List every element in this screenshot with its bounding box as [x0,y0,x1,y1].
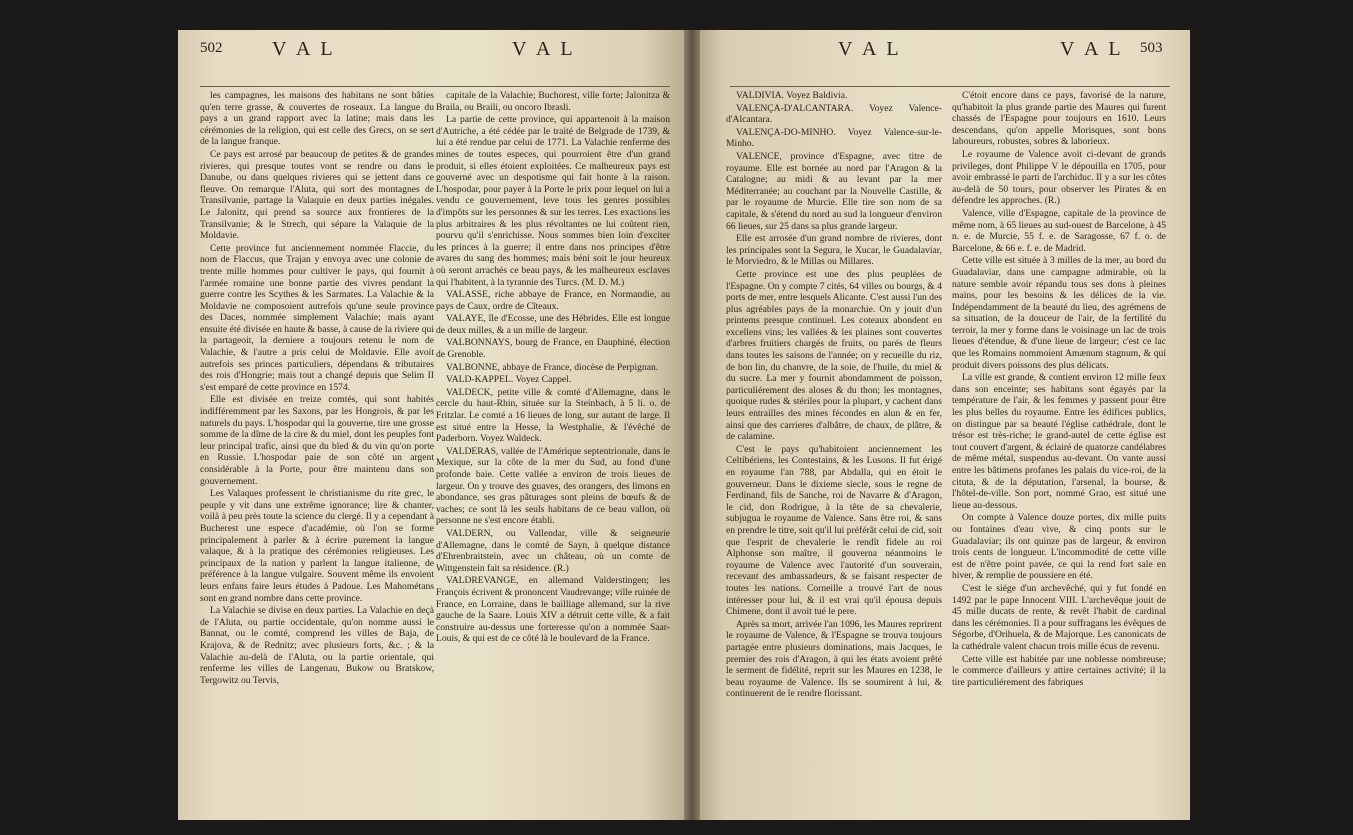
book-gutter [684,30,700,820]
paragraph: VALENCE, province d'Espagne, avec titre de royaume. Elle est bornée au nord par l'Aragon & la Catalogne; au midi & au levant par la mer Méditerranée; au couchant par la Nouvelle Castille, & par le royaume de Murcie. Elle tire son nom de sa capitale, & s'étend du nord au sud la longueur d'environ 66 lieues, sur 25 dans sa plus grande largeur. [726,150,942,232]
paragraph: Valence, ville d'Espagne, capitale de la province de même nom, à 65 lieues au sud-ouest de Barcelone, à 45 n. e. de Murcie, 55 f. e. de Saragosse, 67 f. o. de Barcelone, & 66 e. f. e. de Madrid. [952,207,1166,254]
paragraph: Cette province est une des plus peuplées de l'Espagne. On y compte 7 cités, 64 villes ou bourgs, & 4 ports de mer, entre lesquels Alicante. C'est aussi l'un des plus agréables pays de la monarchie. On y jouit d'un printems presque continuel. Les coteaux abondent en excellens vins; les vallées & les plaines sont couvertes d'arbres fruitiers chargés de fruits, ou parés de fleurs dans toutes les saisons de l'année; on y recueille du riz, de bon lin, du chanvre, de la soie, de l'huile, du miel & du sucre. La mer y fournit abondamment de poisson, particuliérement des aloses & du thon; les montagnes, quoique rudes & stériles pour la plupart, y cachent dans leurs entrailles des mines fécondes en alun & en fer, ainsi que des carrieres d'albâtre, de chaux, de plâtre, & de calamine. [726,268,942,443]
paragraph: Elle est arrosée d'un grand nombre de rivieres, dont les principales sont la Segura, le Xucar, le Guadalaviar, le Morviedro, & le Millas ou Millares. [726,233,942,268]
paragraph: VALAYE, île d'Ecosse, une des Hébrides. Elle est longue de deux milles, & a un mille de largeur. [436,313,670,336]
left-page-number: 502 [200,40,223,56]
paragraph: C'étoit encore dans ce pays, favorisé de la nature, qu'habitoit la plus grande partie des Maures qui furent chassés de l'Espagne pour toujours en 1610. Leurs descendans, qu'on appelle Morisques, sont bons laboureurs, robustes, sobres & laborieux. [952,90,1166,148]
paragraph: VALASSE, riche abbaye de France, en Normandie, au pays de Caux, ordre de Cîteaux. [436,289,670,312]
paragraph: VALBONNAYS, bourg de France, en Dauphiné, élection de Grenoble. [436,337,670,361]
paragraph: Le royaume de Valence avoit ci-devant de grands privileges, dont Philippe V le dépouilla en 1705, pour avoir embrassé le parti de l'archiduc. Il y a sur les côtes au-delà de 50 tours, pour observer les Pirates & en défendre les approches. (R.) [952,148,1166,207]
paragraph: Cette ville est située à 3 milles de la mer, au bord du Guadalaviar, dans une campagne admirable, où la nature semble avoir répandu tous ses dons à pleines mains, pour les besoins & les délices de la vie. Indépendamment de la beauté du lieu, des agrémens de sa situation, de la douceur de l'air, de la fertilité du terroir, la mer y forme dans le voisinage un lac de trois lieues d'étendue, & d'une lieue de largeur; c'est ce lac que les Romains nommoient Amænum stagnum, & qui produit divers poissons des plus délicats. [952,255,1166,371]
paragraph: La Valachie se divise en deux parties. La Valachie en deçà de l'Aluta, ou partie occidentale, qu'on nomme aussi le Bannat, ou le comté, comprend les villes de Baja, de Krajova, & de Rednitz; avec plusieurs forts, &c. ; & la Valachie au-delà de l'Aluta, ou la partie orientale, qui renferme les villes de Langenau, Bukow ou Bratskow, Tergowitz ou Tervis, [200,605,434,686]
paragraph: Elle est divisée en treize comtés, qui sont habités indifféremment par les Saxons, par les Hongrois, & par les naturels du pays. L'hospodar qui la gouverne, tire une grosse somme de la dîme de la cire & du miel, dont les peuples font leur principal trafic, ainsi que du bled & du vin qu'on porte en Russie. L'hospodar paie de son côté un argent considérable à la Porte, pour être maintenu dans son gouvernement. [200,394,434,487]
paragraph: Ce pays est arrosé par beaucoup de petites & de grandes rivieres, qui presque toutes vont se rendre ou dans le Danube, ou dans quelques rivieres qui se jettent dans ce fleuve. On remarque l'Aluta, qui sort des montagnes de Transilvanie, partage la Valaquie en deux parties inégales. Le Jalonitz, qui prend sa source aux frontieres de la Transilvanie; & le Strech, qui sépare la Valaquie de la Moldavie. [200,148,434,242]
paragraph: VALDERN, ou Vallendar, ville & seigneurie d'Allemagne, dans le comté de Sayn, à quelque distance d'Ehrenbraitstein, avec un château, où un comte de Wittgenstein fait sa résidence. (R.) [436,527,670,574]
left-running-head-2: V A L [512,38,576,60]
paragraph: capitale de la Valachie; Buchorest, ville forte; Jalonitza & Braila, ou Braili, ou oncoro Ibrasli. [436,90,670,113]
paragraph: VALDERAS, vallée de l'Amérique septentrionale, dans le Mexique, sur la côte de la mer du Sud, au fond d'une profonde baie. Cette vallée a environ de trois lieues de largeur. On y trouve des guaves, des orangers, des limons en abondance, ses gras pâturages sont pleins de bœufs & de vaches; ce sont là les seuls habitans de ce beau vallon, où personne ne s'est encore établi. [436,445,670,527]
right-running-head-2: V A L [1060,38,1124,60]
left-page-column-1 [200,90,434,730]
right-running-head-1: V A L [838,38,902,60]
paragraph: Après sa mort, arrivée l'an 1096, les Maures reprirent le royaume de Valence, & l'Espagne se trouva toujours partagée entre plusieurs dominations, mais Jacques, le premier des rois d'Aragon, à qui les états avoient prêté le serment de fidélité, reprit sur les Maures en 1238, le beau royaume de Valence. Ils se soumirent à lui, & continuerent de le rendre florissant. [726,618,942,700]
paragraph: VALDECK, petite ville & comté d'Allemagne, dans le cercle du haut-Rhin, située sur la Steinbach, à 5 li. o. de Fritzlar. Le comté a 16 lieues de long, sur autant de large. Il est situé entre la Hesse, la Westphalie, & l'évêché de Paderborn. Voyez Waldeck. [436,386,670,445]
paragraph: VALDREVANGE, en allemand Valderstingen; les François écrivent & prononcent Vaudrevange; ville ruinée de France, en Lorraine, dans le bailliage allemand, sur la rive gauche de la Saare. Louis XIV a détruit cette ville, & a fait construire au-dessus une forteresse qu'on a nommée Saar-Louis, & qui est de ce côté là le boulevard de la France. [436,575,670,645]
paragraph: VALBONNE, abbaye de France, diocèse de Perpignan. [446,361,659,373]
paragraph: les campagnes, les maisons des habitans ne sont bâties qu'en terre grasse, & couvertes de roseaux. La langue du pays a un grand rapport avec la latine; mais dans les cérémonies de la religion, qui est celle des Grecs, on se sert de la langue franque. [200,90,434,148]
left-header-rule [200,86,670,87]
right-header-rule [730,86,1170,87]
paragraph: VALDIVIA. Voyez Baldivia. [736,90,848,101]
paragraph: C'est le pays qu'habitoient anciennement les Celtibériens, les Contestains, & les Lusons. Il fut érigé en royaume l'an 788, par Abdalla, qui en étoit le gouverneur. Dans le dixieme siecle, sous le regne de Ferdinand, fils de Sanche, roi de Navarre & d'Aragon, le cid, don Rodrigue, à la tête de sa chevalerie, subjugua le royaume de Valence. Sans être roi, & sans en prendre le titre, soit qu'il lui préférât celui de cid, soit que l'esprit de chevalerie le rendît fidele au roi Alphonse son maître, il gouverna néanmoins le royaume de Valence avec l'autorité d'un souverain, recevant des ambassadeurs, & se faisant respecter de toutes les nations. Corneille a trouvé l'art de nous intéresser pour lui, & il est vrai qu'il épousa depuis Chimene, dont il avoit tué le pere. [726,443,942,618]
paragraph: On compte à Valence douze portes, dix mille puits ou fontaines d'eau vive, & cinq ponts sur le Guadalaviar; ils ont quinze pas de largeur, & environ trois cents de longueur. L'incommodité de cette ville est de n'être point pavée, ce qui la rend fort sale en hiver, & remplie de poussiere en été. [952,512,1166,582]
paragraph: Cette province fut anciennement nommée Flaccie, du nom de Flaccus, que Trajan y envoya avec une colonie de trente mille hommes pour cultiver le pays, qui fournit à l'armée romaine une bonne partie des vivres pendant la guerre contre les Scythes & les Sarmates. La Valachie & la Moldavie ne composoient autrefois qu'une seule province des Daces, nommée simplement Valachie; mais ayant ensuite été divisée en haute & basse, à cause de la riviere qui la partageoit, la derniere a toujours retenu le nom de Valachie, & l'autre a pris celui de Moldavie. Elle avoit autrefois ses princes particuliers, dépendans & tributaires des rois d'Hongrie; mais tout a changé depuis que Selim II s'est emparé de cette province en 1574. [200,242,434,393]
paragraph: Les Valaques professent le christianisme du rite grec, le peuple y vit dans une extrême ignorance; lire & chanter, voilà à peu près toute la science du clergé. Il y a cependant à Bucherest une espece d'académie, où l'on se forme principalement à parler & à écrire purement la langue valaque, & à la pratique des cérémonies religieuses. Les principaux de la nation y parlent la langue italienne, de préférence à la langue vulgaire. Souvent même ils envoient leurs enfans faire leurs études à Padoue. Les Mahométans sont en grand nombre dans cette province. [200,488,434,604]
paragraph: Cette ville est habitée par une noblesse nombreuse; le commerce d'ailleurs y attire certaines activité; il la tire particuliérement des fabriques [952,653,1166,688]
paragraph: VALD-KAPPEL. Voyez Cappel. [446,374,572,386]
right-page-column-2 [952,90,1166,730]
paragraph: C'est le siége d'un archevêché, qui y fut fondé en 1492 par le pape Innocent VIII. L'archevêque jouit de 45 mille ducats de rente, & revêt l'habit de cardinal dans les cérémonies. Il a pour suffragans les évêques de Ségorbe, d'Orihuela, & de Majorque. Les canonicats de la cathédrale valent chacun trois mille écus de revenu. [952,582,1166,652]
paragraph: VALENÇA-D'ALCANTARA. Voyez Valence-d'Alcantara. [726,102,942,126]
paragraph: La partie de cette province, qui appartenoit à la maison d'Autriche, a été cédée par le traité de Belgrade de 1739, & lui a été rendue par celui de 1771. La Valachie renferme des mines de toutes especes, qui pourroient être d'un grand produit, si elles étoient exploitées. Ce malheureux pays est gouverné avec un despotisme qui fait honte à la raison. L'hospodar, pour payer à la Porte le prix pour lequel on lui a vendu ce gouvernement, leve tous les genres possibles d'impôts sur les personnes & sur les terres. Les exactions les plus arbitraires & les plus révoltantes ne lui coûtent rien, pourvu qu'il s'enrichisse. Nous sommes bien loin d'exciter les princes à la guerre; il entre dans nos principes d'être avares du sang des hommes; mais béni soit le jour heureux où seront arrachés ce beau pays, & les malheureux esclaves qui l'habitent, à la tyrannie des Turcs. (M. D. M.) [436,114,670,288]
left-running-head-1: V A L [272,38,336,60]
paragraph: La ville est grande, & contient environ 12 mille feux dans son enceinte; ses habitans sont égayés par la température de l'air, & les femmes y passent pour être les plus belles du royaume. Entre les édifices publics, on distingue par sa beauté l'église cathédrale, dont le trésor est très-riche; le grand-autel de cette église est tout couvert d'argent, & éclairé de quatorze candélabres de même métal, suspendus au-devant. On vante aussi entre les bâtimens profanes les palais du vice-roi, de la cituta, & de la députation, l'arsenal, la bourse, & l'hôtel-de-ville. Son port, nommé Grao, est situé une lieue au-dessous. [952,372,1166,511]
paragraph: VALENÇA-DO-MINHO. Voyez Valence-sur-le-Minho. [726,126,942,150]
right-page-number: 503 [1140,40,1163,56]
left-page-column-2 [436,90,670,730]
right-page-column-1 [726,90,942,730]
